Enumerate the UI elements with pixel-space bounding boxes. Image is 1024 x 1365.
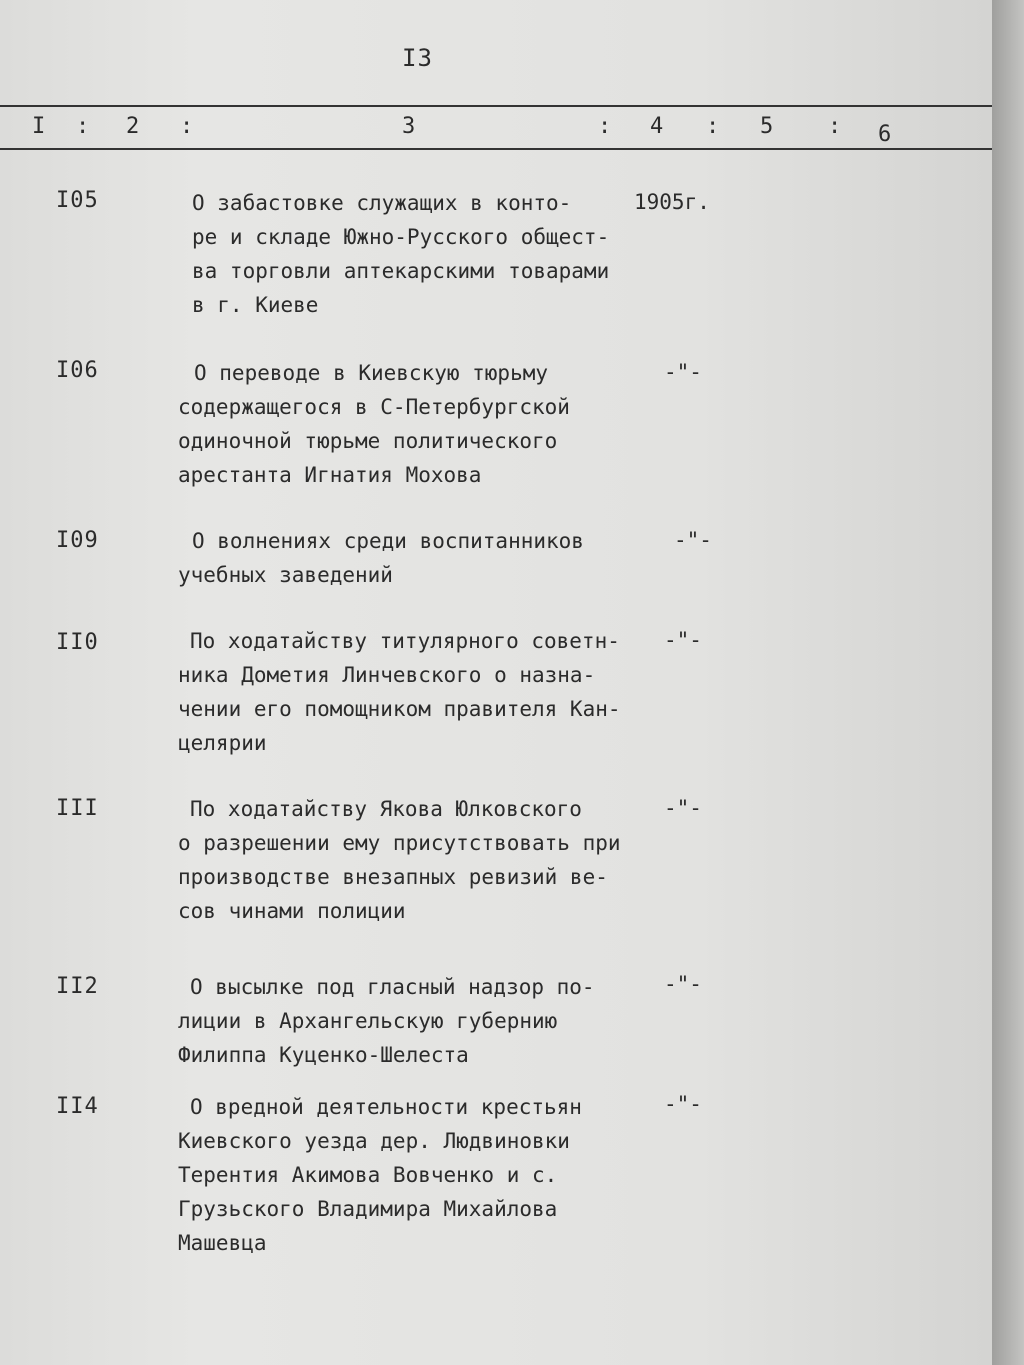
- entry-number: I06: [56, 358, 99, 383]
- column-separator: :: [598, 114, 612, 139]
- entry-line: в г. Киеве: [192, 293, 319, 317]
- column-separator: :: [828, 114, 842, 139]
- entry-number: I09: [56, 528, 99, 553]
- entry-line: чении его помощником правителя Кан-: [178, 697, 621, 721]
- entry-description: [178, 524, 678, 592]
- entry-line: ре и складе Южно-Русского общест-: [192, 225, 610, 249]
- entry-line: содержащегося в С-Петербургской: [178, 395, 570, 419]
- entry-number: I05: [56, 188, 99, 213]
- entry-line: сов чинами полиции: [178, 899, 406, 923]
- entry-line: О вредной деятельности крестьян: [190, 1095, 582, 1119]
- entry-description: [178, 970, 678, 1072]
- column-header-1: I: [32, 114, 46, 139]
- column-header-4: 4: [650, 114, 664, 139]
- entry-line: лиции в Архангельскую губернию: [178, 1009, 558, 1033]
- entry-date: -"-: [664, 360, 702, 384]
- column-separator: :: [706, 114, 720, 139]
- entry-date: -"-: [674, 528, 712, 552]
- entry-line: О забастовке служащих в конто-: [192, 191, 572, 215]
- entry-line: учебных заведений: [178, 563, 393, 587]
- entry-line: О высылке под гласный надзор по-: [190, 975, 595, 999]
- entry-description: [178, 792, 678, 928]
- entry-line: О переводе в Киевскую тюрьму: [194, 361, 549, 385]
- entry-line: По ходатайству титулярного советн-: [190, 629, 620, 653]
- entry-date: -"-: [664, 796, 702, 820]
- entry-line: ва торговли аптекарскими товарами: [192, 259, 610, 283]
- header-rule-bottom: [0, 148, 992, 150]
- entry-line: одиночной тюрьме политического: [178, 429, 558, 453]
- entry-number: II4: [56, 1094, 99, 1119]
- entry-line: арестанта Игнатия Мохова: [178, 463, 482, 487]
- entry-line: Терентия Акимова Вовченко и с.: [178, 1163, 558, 1187]
- page-edge-shadow: [992, 0, 1024, 1365]
- entry-line: о разрешении ему присутствовать при: [178, 831, 621, 855]
- entry-description: [178, 186, 678, 322]
- column-separator: :: [180, 114, 194, 139]
- column-header-6: 6: [878, 122, 892, 147]
- column-header-3: 3: [402, 114, 416, 139]
- column-header-5: 5: [760, 114, 774, 139]
- page-number: I3: [402, 44, 433, 72]
- entry-line: Киевского уезда дер. Людвиновки: [178, 1129, 570, 1153]
- entry-date: -"-: [664, 628, 702, 652]
- entry-line: производстве внезапных ревизий ве-: [178, 865, 608, 889]
- entry-number: II0: [56, 630, 99, 655]
- entry-line: ника Дометия Линчевского о назна-: [178, 663, 596, 687]
- column-separator: :: [76, 114, 90, 139]
- entry-number: II2: [56, 974, 99, 999]
- entry-date: -"-: [664, 972, 702, 996]
- entry-date: 1905г.: [634, 190, 710, 214]
- entry-line: целярии: [178, 731, 267, 755]
- entry-line: Машевца: [178, 1231, 267, 1255]
- column-header-2: 2: [126, 114, 140, 139]
- entry-line: Филиппа Куценко-Шелеста: [178, 1043, 469, 1067]
- header-rule-top: [0, 105, 992, 107]
- entry-number: III: [56, 796, 99, 821]
- entry-description: [178, 1090, 678, 1260]
- entry-line: О волнениях среди воспитанников: [192, 529, 584, 553]
- entry-description: [178, 356, 678, 492]
- entry-description: [178, 624, 678, 760]
- entry-line: Грузьского Владимира Михайлова: [178, 1197, 558, 1221]
- entry-date: -"-: [664, 1092, 702, 1116]
- entry-line: По ходатайству Якова Юлковского: [190, 797, 582, 821]
